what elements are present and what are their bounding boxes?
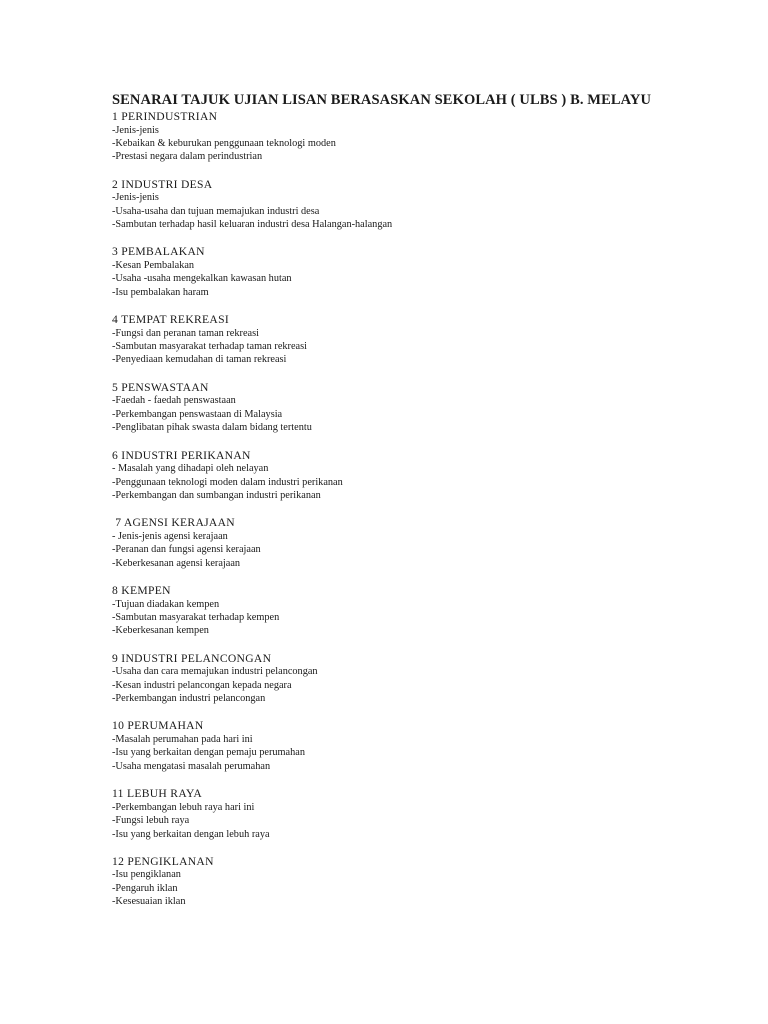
- section-agensi-kerajaan: [112, 516, 672, 570]
- section-heading: 12 PENGIKLANAN: [112, 854, 214, 868]
- list-item: -Faedah - faedah penswastaan: [112, 395, 236, 407]
- list-item: -Keberkesanan kempen: [112, 625, 209, 637]
- section-perumahan: [112, 719, 672, 773]
- section-penswastaan: [112, 381, 672, 435]
- list-item: -Isu yang berkaitan dengan pemaju perumahan: [112, 747, 305, 759]
- document-title: SENARAI TAJUK UJIAN LISAN BERASASKAN SEKOLAH ( ULBS ) B. MELAYU: [112, 92, 652, 108]
- document-page: [112, 92, 672, 923]
- list-item: -Isu pengiklanan: [112, 869, 181, 881]
- section-heading: 6 INDUSTRI PERIKANAN: [112, 448, 251, 462]
- list-item: - Masalah yang dihadapi oleh nelayan: [112, 463, 269, 475]
- list-item: -Penyediaan kemudahan di taman rekreasi: [112, 354, 287, 366]
- section-industri-pelancongan: [112, 652, 672, 706]
- list-item: -Usaha mengatasi masalah perumahan: [112, 760, 271, 772]
- list-item: -Perkembangan lebuh raya hari ini: [112, 801, 255, 813]
- section-industri-desa: [112, 178, 672, 232]
- list-item: -Perkembangan dan sumbangan industri perikanan: [112, 489, 321, 501]
- list-item: -Pengaruh iklan: [112, 882, 178, 894]
- list-item: - Jenis-jenis agensi kerajaan: [112, 530, 228, 542]
- section-heading: 8 KEMPEN: [112, 584, 171, 598]
- list-item: -Jenis-jenis: [112, 124, 159, 136]
- section-heading: 9 INDUSTRI PELANCONGAN: [112, 651, 272, 665]
- list-item: -Fungsi lebuh raya: [112, 815, 190, 827]
- list-item: -Masalah perumahan pada hari ini: [112, 733, 253, 745]
- section-pengiklanan: [112, 855, 672, 909]
- list-item: -Sambutan masyarakat terhadap taman rekreasi: [112, 341, 307, 353]
- list-item: -Sambutan masyarakat terhadap kempen: [112, 611, 280, 623]
- list-item: -Prestasi negara dalam perindustrian: [112, 151, 263, 163]
- section-heading: 10 PERUMAHAN: [112, 719, 204, 733]
- section-heading: 4 TEMPAT REKREASI: [112, 313, 229, 327]
- list-item: -Usaha-usaha dan tujuan memajukan industri desa: [112, 205, 320, 217]
- section-pembalakan: [112, 245, 672, 299]
- list-item: -Isu pembalakan haram: [112, 286, 209, 298]
- list-item: -Kebaikan & keburukan penggunaan teknologi moden: [112, 137, 336, 149]
- list-item: -Penglibatan pihak swasta dalam bidang tertentu: [112, 422, 312, 434]
- section-heading: 7 AGENSI KERAJAAN: [112, 516, 235, 530]
- list-item: -Isu yang berkaitan dengan lebuh raya: [112, 828, 270, 840]
- list-item: -Usaha dan cara memajukan industri pelancongan: [112, 666, 318, 678]
- section-lebuh-raya: [112, 787, 672, 841]
- list-item: -Peranan dan fungsi agensi kerajaan: [112, 544, 261, 556]
- list-item: -Sambutan terhadap hasil keluaran industri desa Halangan-halangan: [112, 219, 393, 231]
- list-item: -Kesan industri pelancongan kepada negara: [112, 679, 292, 691]
- list-item: -Fungsi dan peranan taman rekreasi: [112, 327, 259, 339]
- section-tempat-rekreasi: [112, 313, 672, 367]
- section-heading: 1 PERINDUSTRIAN: [112, 110, 218, 123]
- list-item: -Usaha -usaha mengekalkan kawasan hutan: [112, 273, 292, 285]
- list-item: -Kesesuaian iklan: [112, 896, 186, 908]
- list-item: -Kesan Pembalakan: [112, 259, 195, 271]
- section-kempen: [112, 584, 672, 638]
- list-item: -Keberkesanan agensi kerajaan: [112, 557, 241, 569]
- section-perindustrian: [112, 110, 672, 164]
- section-heading: 2 INDUSTRI DESA: [112, 177, 213, 191]
- list-item: -Perkembangan industri pelancongan: [112, 693, 266, 705]
- section-industri-perikanan: [112, 449, 672, 503]
- section-heading: 5 PENSWASTAAN: [112, 380, 209, 394]
- section-heading: 3 PEMBALAKAN: [112, 245, 205, 259]
- list-item: -Jenis-jenis: [112, 192, 159, 204]
- section-heading: 11 LEBUH RAYA: [112, 787, 203, 801]
- list-item: -Perkembangan penswastaan di Malaysia: [112, 408, 283, 420]
- list-item: -Penggunaan teknologi moden dalam industri perikanan: [112, 476, 343, 488]
- list-item: -Tujuan diadakan kempen: [112, 598, 220, 610]
